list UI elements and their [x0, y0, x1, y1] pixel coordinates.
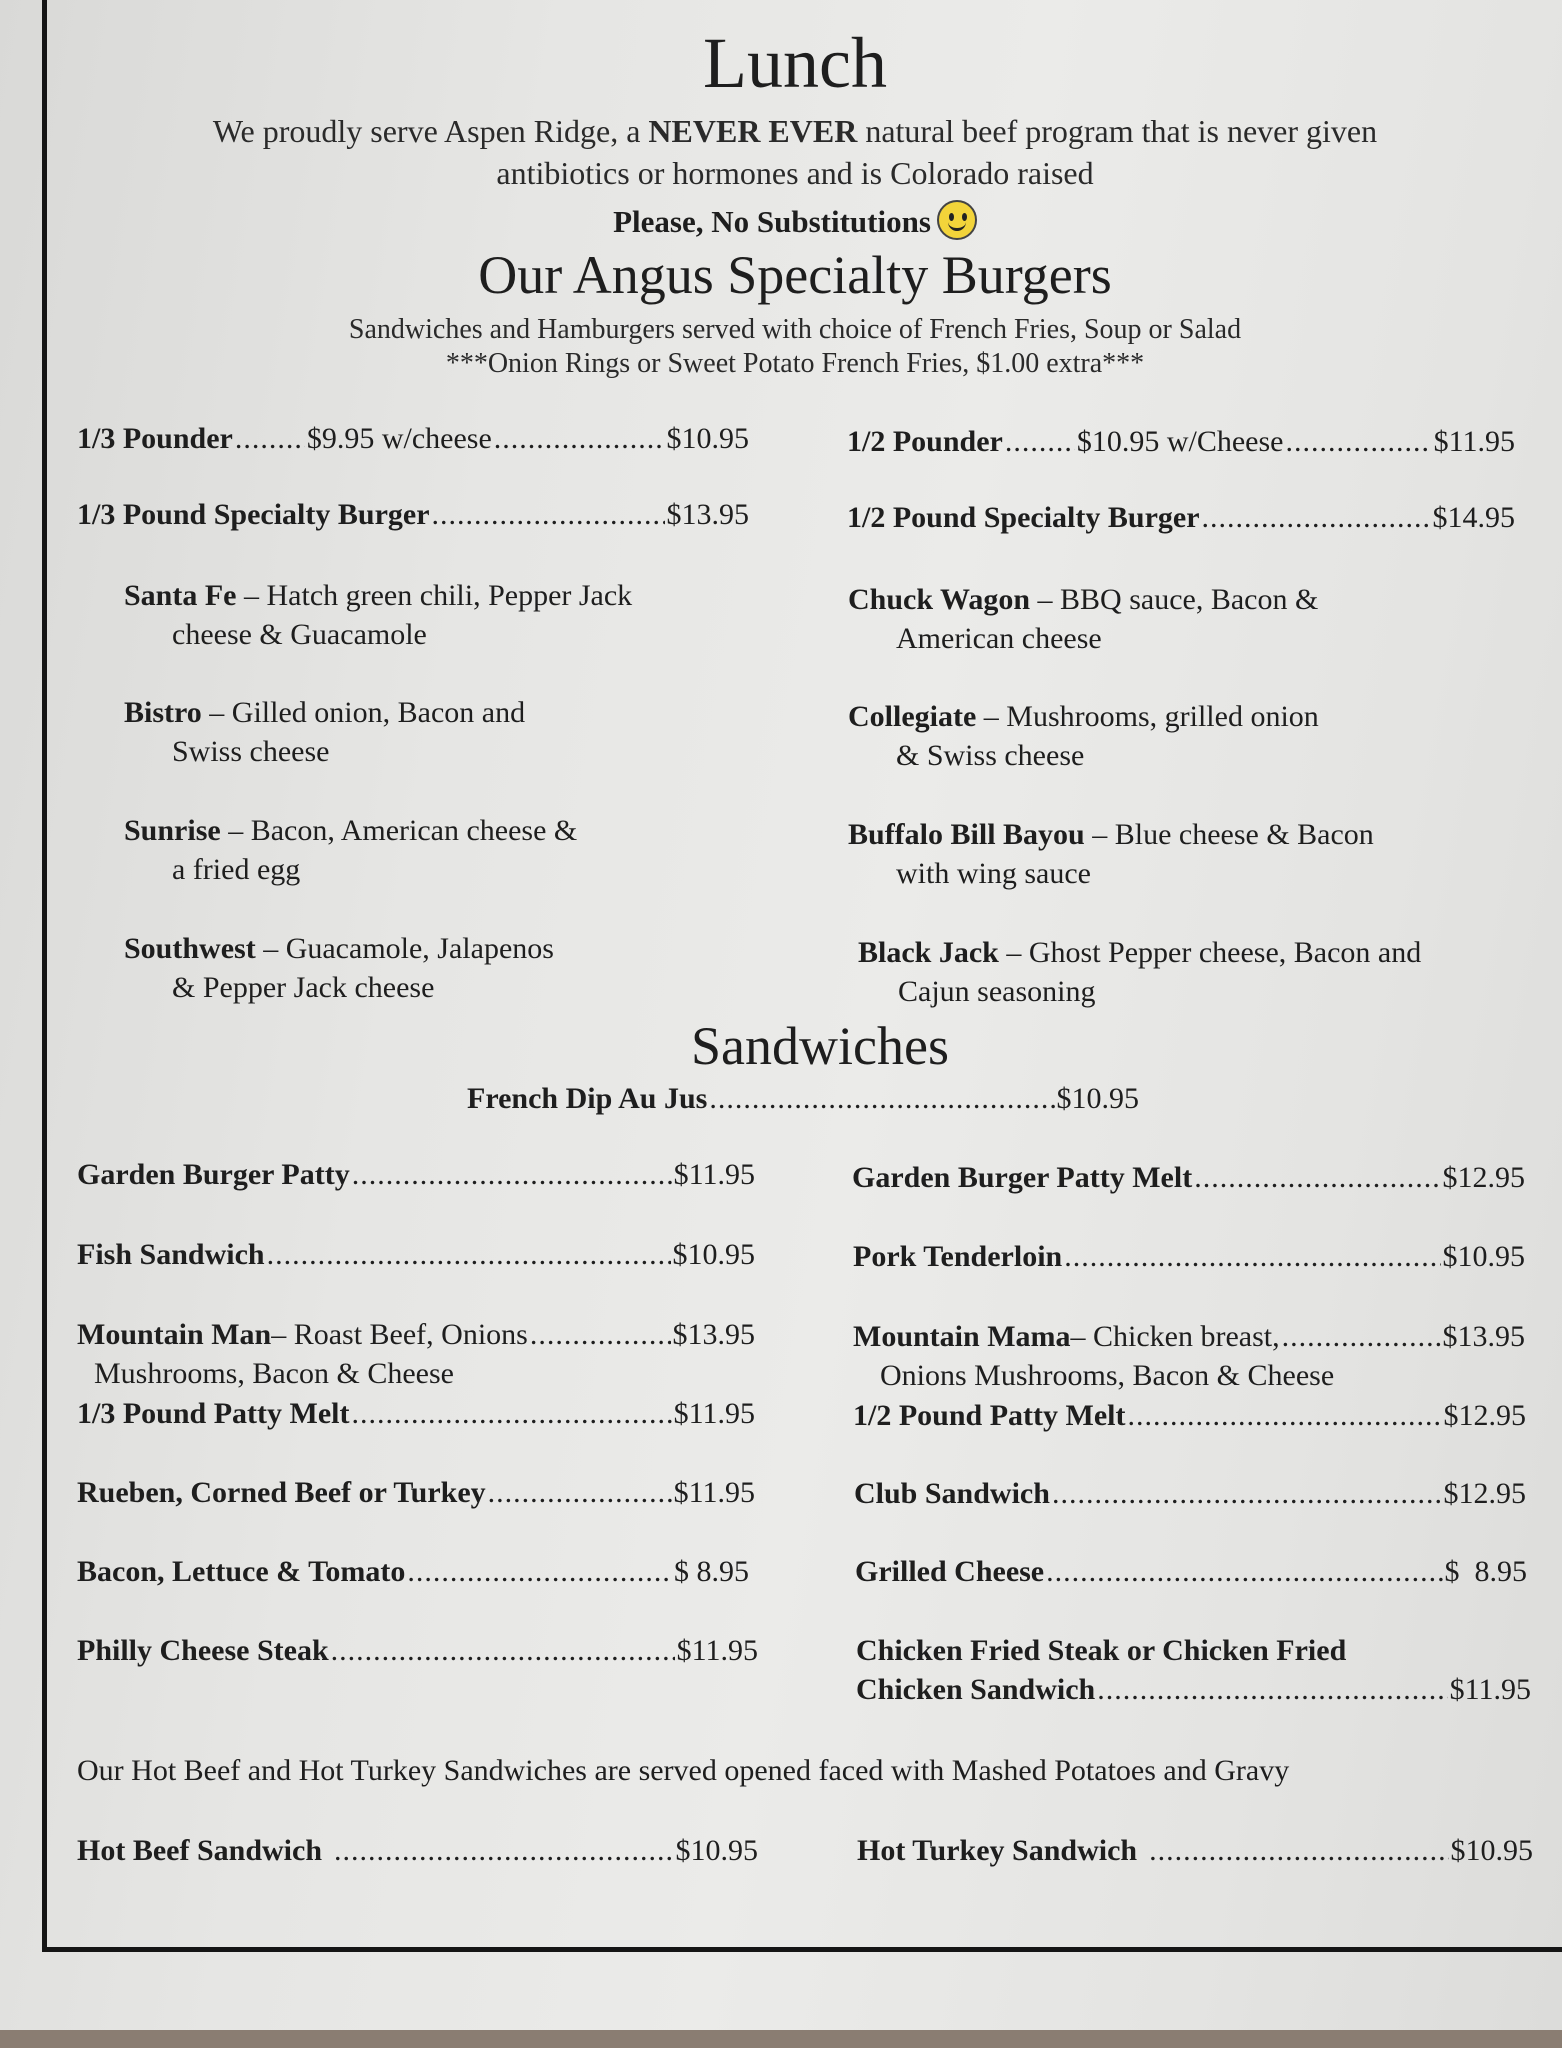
burgers-heading: Our Angus Specialty Burgers: [478, 245, 1112, 305]
chicken-fried-title: Chicken Fried Steak or Chicken Fried: [856, 1634, 1347, 1667]
menu-item-mountain-mama: Mountain Mama – Chicken breast, ..... $13.95: [853, 1320, 1525, 1354]
menu-item-hot-turkey: Hot Turkey Sandwich ..... $10.95: [857, 1834, 1533, 1868]
burger-bistro: Bistro – Gilled onion, Bacon and Swiss cheese: [124, 696, 526, 768]
menu-item-garden-burger-patty: Garden Burger Patty ..... $11.95: [77, 1158, 755, 1192]
hot-sandwich-note: Our Hot Beef and Hot Turkey Sandwiches are served opened faced with Mashed Potatoes and Gravy: [77, 1754, 1290, 1787]
menu-item-half-patty-melt: 1/2 Pound Patty Melt ..... $12.95: [853, 1399, 1526, 1433]
menu-item-third-specialty: 1/3 Pound Specialty Burger ..... $13.95: [77, 498, 749, 532]
menu-item-rueben: Rueben, Corned Beef or Turkey ..... $11.95: [77, 1476, 755, 1510]
burger-collegiate: Collegiate – Mushrooms, grilled onion & Swiss cheese: [848, 700, 1319, 772]
menu-item-half-pounder: 1/2 Pounder ..... $10.95 w/Cheese ..... $11.95: [847, 425, 1515, 459]
menu-item-third-pounder: 1/3 Pounder ..... $9.95 w/cheese ..... $10.95: [77, 422, 749, 456]
menu-item-half-specialty: 1/2 Pound Specialty Burger ..... $14.95: [847, 501, 1515, 535]
menu-item-third-patty-melt: 1/3 Pound Patty Melt ..... $11.95: [77, 1397, 755, 1431]
burger-sunrise: Sunrise – Bacon, American cheese & a fried egg: [124, 814, 578, 886]
menu-item-philly-cheese-steak: Philly Cheese Steak ..... $11.95: [77, 1634, 758, 1668]
menu-item-french-dip: French Dip Au Jus ..... $10.95: [467, 1082, 1139, 1116]
menu-item-hot-beef: Hot Beef Sandwich ..... $10.95: [77, 1834, 758, 1868]
menu-item-club-sandwich: Club Sandwich ..... $12.95: [854, 1477, 1526, 1511]
intro-text: We proudly serve Aspen Ridge, a NEVER EVER natural beef program that is never given antibiotics or hormones and is Colorado raised: [212, 113, 1378, 191]
burgers-subtitle: Sandwiches and Hamburgers served with choice of French Fries, Soup or Salad ***Onion Rings or Sweet Potato French Fries, $1.00 extra***: [348, 314, 1242, 379]
mountain-man-description: Mushrooms, Bacon & Cheese: [94, 1357, 454, 1390]
menu-item-chicken-fried: Chicken Sandwich ..... $11.95: [856, 1673, 1531, 1707]
menu-item-pork-tenderloin: Pork Tenderloin ..... $10.95: [853, 1240, 1525, 1274]
sandwiches-heading: Sandwiches: [691, 1016, 949, 1076]
menu-item-mountain-man: Mountain Man – Roast Beef, Onions ..... $13.95: [77, 1318, 755, 1352]
page-title: Lunch: [703, 23, 887, 103]
menu-item-grilled-cheese: Grilled Cheese ..... $ 8.95: [855, 1555, 1527, 1589]
mountain-mama-description: Onions Mushrooms, Bacon & Cheese: [880, 1359, 1335, 1392]
burger-buffalo-bill-bayou: Buffalo Bill Bayou – Blue cheese & Bacon with wing sauce: [848, 818, 1374, 890]
menu-item-fish-sandwich: Fish Sandwich ..... $10.95: [77, 1238, 755, 1272]
menu-item-garden-burger-patty-melt: Garden Burger Patty Melt ..... $12.95: [852, 1161, 1525, 1195]
burger-chuck-wagon: Chuck Wagon – BBQ sauce, Bacon & American cheese: [848, 583, 1319, 655]
burger-santa-fe: Santa Fe – Hatch green chili, Pepper Jack cheese & Guacamole: [124, 579, 633, 651]
burger-black-jack: Black Jack – Ghost Pepper cheese, Bacon and Cajun seasoning: [858, 936, 1422, 1008]
smiley-face-icon: [937, 200, 977, 240]
burger-southwest: Southwest – Guacamole, Jalapenos & Pepper Jack cheese: [124, 932, 554, 1004]
no-substitutions-note: Please, No Substitutions: [40, 200, 1550, 240]
menu-item-blt: Bacon, Lettuce & Tomato ..... $ 8.95: [77, 1555, 749, 1589]
